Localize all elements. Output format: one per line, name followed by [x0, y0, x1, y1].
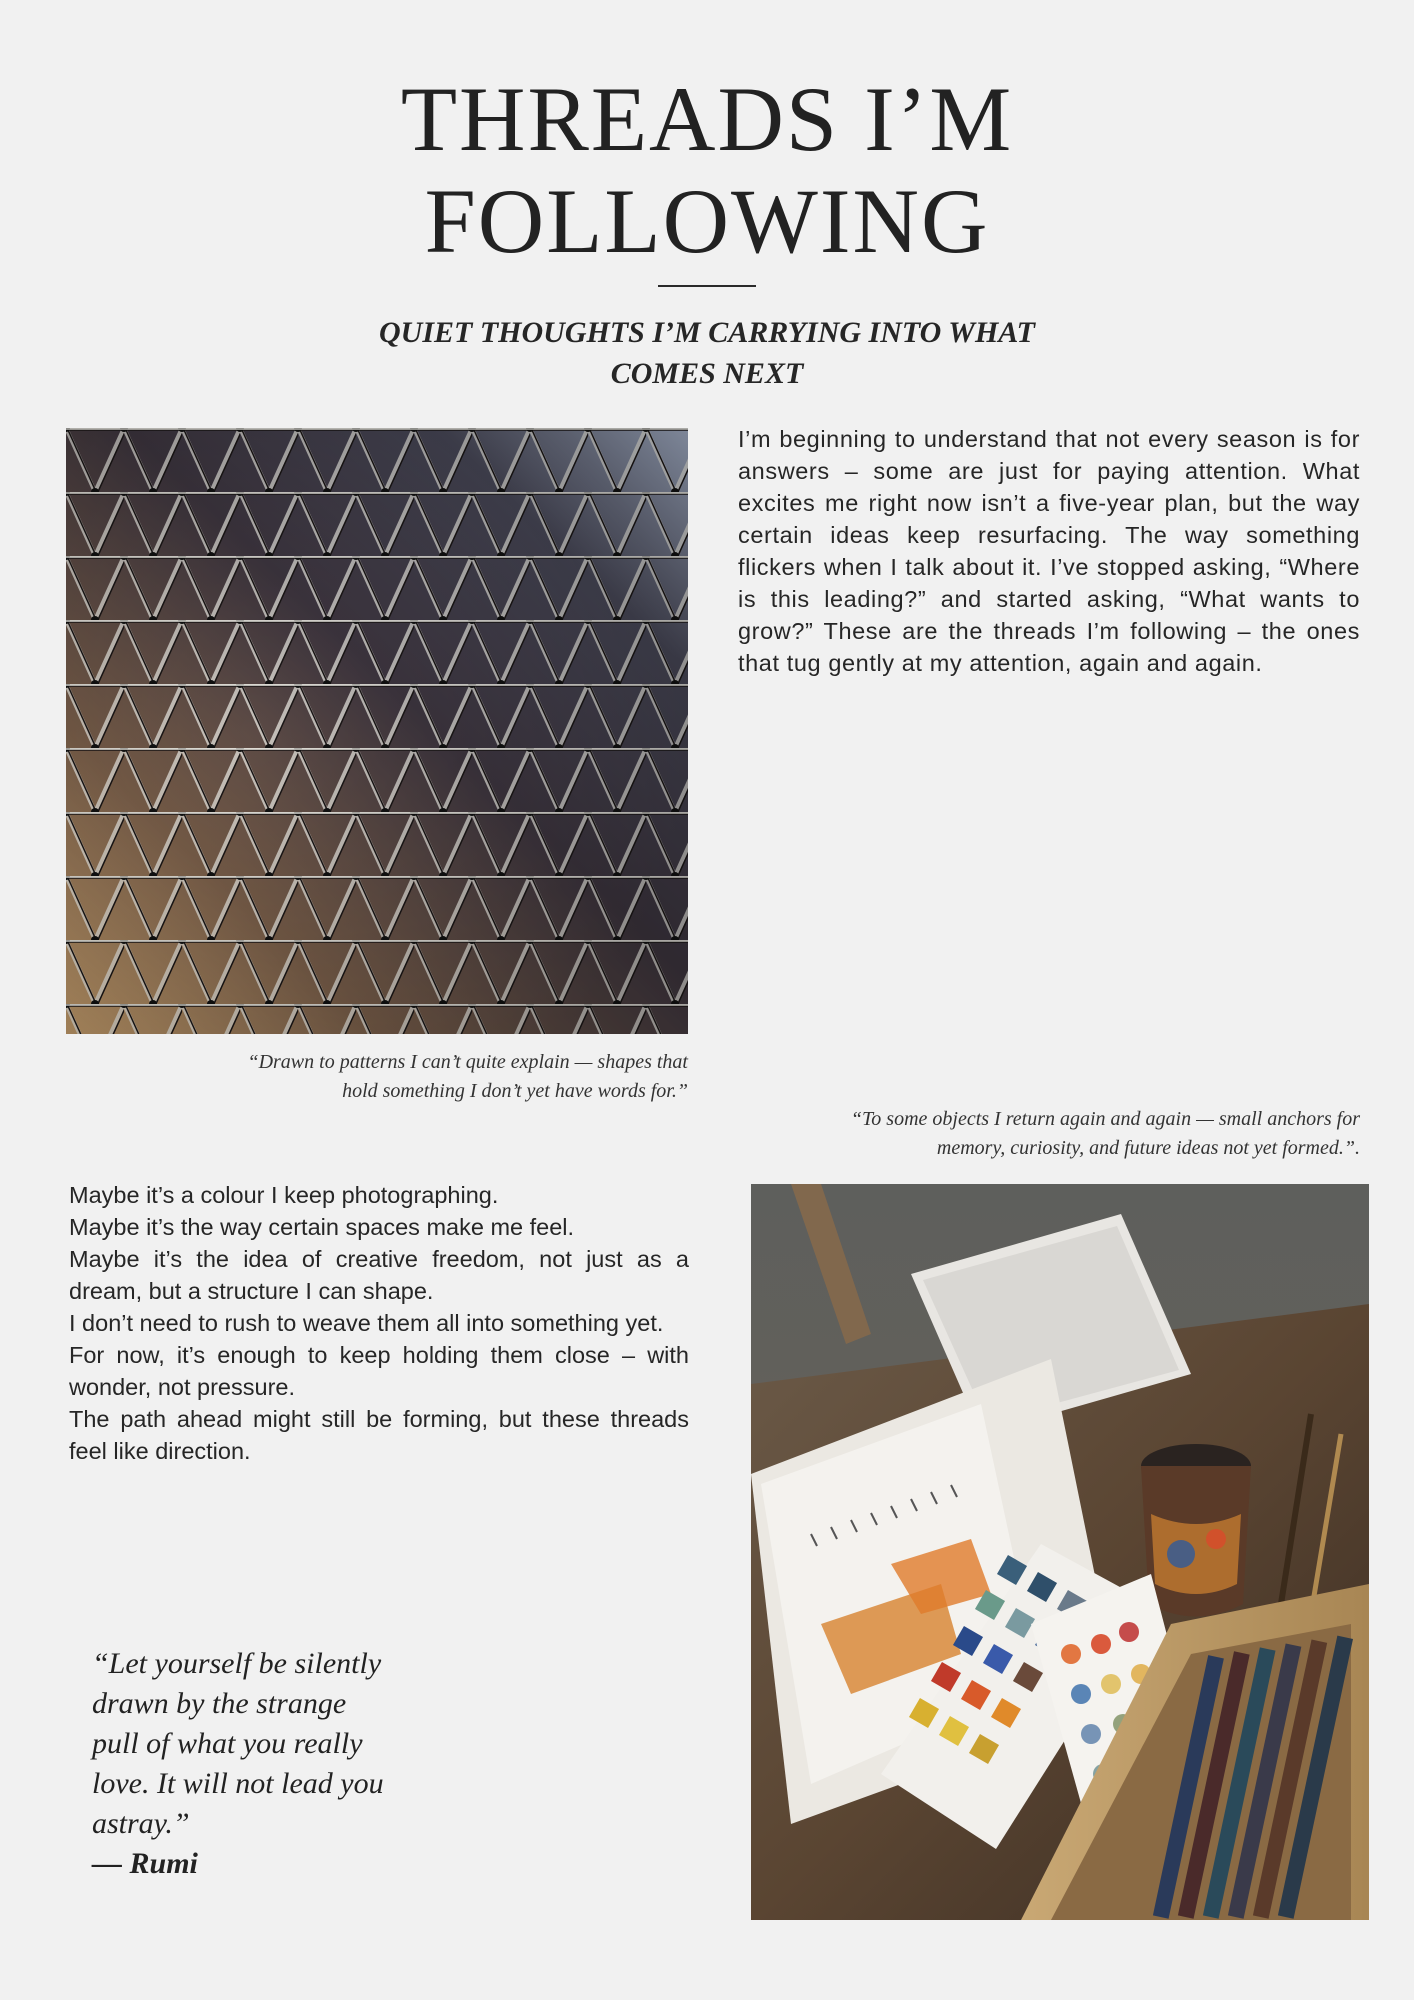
page-subtitle	[360, 312, 1054, 394]
pattern-caption-line-1: “Drawn to patterns I can’t quite explain — shapes that	[247, 1051, 688, 1073]
pattern-caption-line-2: hold something I don’t yet have words for.”	[342, 1080, 688, 1102]
geometric-pattern-photo	[66, 428, 688, 1034]
reflection-line: For now, it’s enough to keep holding them close – with wonder, not pressure.	[69, 1342, 689, 1400]
quote-text: “Let yourself be silently drawn by the strange pull of what you really love. It will not lead you astray.”	[92, 1647, 384, 1840]
reflection-line: Maybe it’s a colour I keep photographing.	[69, 1182, 499, 1208]
title-line-1: THREADS I’M	[400, 68, 1014, 170]
objects-caption-line-1: “To some objects I return again and again — small anchors for	[850, 1108, 1360, 1130]
reflection-line: Maybe it’s the idea of creative freedom, not just as a dream, but a structure I can shape.	[69, 1246, 689, 1304]
intro-paragraph: I’m beginning to understand that not every season is for answers – some are just for paying attention. What excites me right now isn’t a five-year plan, but the way certain ideas keep resurfacing. The way something flickers when I talk about it. I’ve stopped asking, “Where is this leading?” and started asking, “What wants to grow?” These are the threads I’m following – the ones that tug gently at my attention, again and again.	[738, 426, 1360, 676]
page-title	[0, 68, 1414, 272]
reflection-line: Maybe it’s the way certain spaces make me feel.	[69, 1214, 575, 1240]
reflection-text	[69, 1179, 689, 1467]
rumi-quote	[92, 1644, 392, 1884]
title-line-2: FOLLOWING	[424, 170, 990, 272]
objects-photo-caption	[740, 1105, 1360, 1163]
geometric-pattern-graphic	[66, 428, 688, 1034]
quote-author: — Rumi	[92, 1847, 198, 1880]
pattern-photo-caption	[160, 1048, 688, 1106]
subtitle-line-1: QUIET THOUGHTS I’M CARRYING INTO WHAT	[379, 316, 1035, 349]
art-supplies-graphic	[751, 1184, 1369, 1920]
reflection-line: I don’t need to rush to weave them all into something yet.	[69, 1310, 664, 1336]
title-divider	[658, 285, 756, 287]
art-supplies-photo	[751, 1184, 1369, 1920]
objects-caption-line-2: memory, curiosity, and future ideas not yet formed.”.	[936, 1137, 1360, 1159]
reflection-line: The path ahead might still be forming, but these threads feel like direction.	[69, 1406, 689, 1464]
subtitle-line-2: COMES NEXT	[610, 357, 804, 390]
